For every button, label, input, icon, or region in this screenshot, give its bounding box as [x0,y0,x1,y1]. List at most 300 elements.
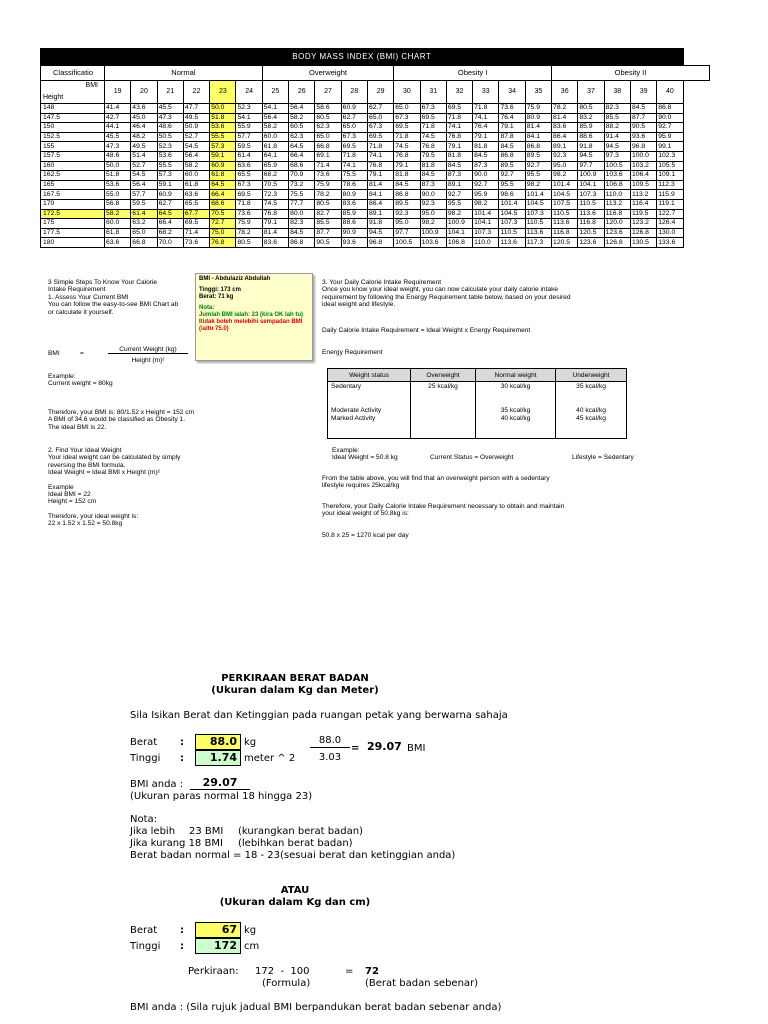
weight-cell[interactable]: 78.6 [341,180,367,190]
weight-cell[interactable]: 110.5 [499,228,525,238]
weight-cell[interactable]: 96.8 [630,142,656,152]
weight-cell[interactable]: 53.6 [105,180,131,190]
weight-cell[interactable]: 94.5 [578,151,604,161]
weight-cell[interactable]: 56.8 [105,199,131,209]
weight-cell[interactable]: 76.8 [210,238,236,248]
weight-cell[interactable]: 50.9 [183,123,209,133]
weight-cell[interactable]: 72.3 [262,190,288,200]
weight-cell[interactable]: 48.2 [131,132,157,142]
weight-cell[interactable]: 87.7 [315,228,341,238]
weight-cell[interactable]: 100.9 [578,171,604,181]
weight-cell[interactable]: 109.1 [657,171,683,181]
weight-cell[interactable]: 86.4 [367,199,393,209]
weight-cell[interactable]: 60.0 [183,171,209,181]
weight-cell[interactable]: 92.7 [446,190,472,200]
weight-cell[interactable]: 65.9 [262,161,288,171]
weight-cell[interactable]: 104.5 [552,190,578,200]
weight-cell[interactable]: 88.6 [578,132,604,142]
weight-cell[interactable]: 54.5 [131,171,157,181]
weight-cell[interactable]: 64.5 [210,180,236,190]
weight-cell[interactable]: 65.0 [315,132,341,142]
weight-cell[interactable]: 78.2 [552,104,578,114]
weight-cell[interactable]: 130.5 [630,238,656,248]
weight-cell[interactable]: 84.5 [394,180,420,190]
weight-cell[interactable]: 104.5 [525,199,551,209]
weight-cell[interactable]: 73.6 [236,209,262,219]
weight-cell[interactable]: 100.5 [394,238,420,248]
weight-cell[interactable]: 43.6 [131,104,157,114]
weight-cell[interactable]: 92.3 [552,151,578,161]
weight-cell[interactable]: 82.7 [315,209,341,219]
weight-cell[interactable]: 95.9 [473,190,499,200]
weight-cell[interactable]: 85.9 [578,123,604,133]
weight-cell[interactable]: 104.1 [446,228,472,238]
weight-cell[interactable]: 92.7 [473,180,499,190]
weight-cell[interactable]: 66.8 [315,142,341,152]
weight-cell[interactable]: 62.3 [289,132,315,142]
weight-cell[interactable]: 90.0 [657,113,683,123]
weight-cell[interactable]: 116.4 [630,199,656,209]
weight-cell[interactable]: 77.7 [289,199,315,209]
weight-cell[interactable]: 119.1 [657,199,683,209]
weight-cell[interactable]: 113.2 [630,190,656,200]
weight-cell[interactable]: 103.2 [630,161,656,171]
weight-cell[interactable]: 89.1 [446,180,472,190]
weight-cell[interactable]: 55.9 [236,123,262,133]
weight-cell[interactable]: 66.8 [131,238,157,248]
weight-cell[interactable]: 106.8 [446,238,472,248]
weight-cell[interactable]: 56.4 [289,104,315,114]
weight-cell[interactable]: 63.6 [236,161,262,171]
weight-cell[interactable]: 45.5 [157,104,183,114]
weight-cell[interactable]: 69.1 [315,151,341,161]
weight-cell[interactable]: 62.7 [157,199,183,209]
weight-cell[interactable]: 84.1 [367,190,393,200]
weight-cell[interactable]: 86.8 [394,190,420,200]
weight-cell[interactable]: 86.8 [525,142,551,152]
weight-cell[interactable]: 97.7 [578,161,604,171]
weight-cell[interactable]: 81.8 [394,171,420,181]
weight-cell[interactable]: 62.7 [341,113,367,123]
weight-cell[interactable]: 113.6 [499,238,525,248]
weight-cell[interactable]: 123.2 [630,219,656,229]
weight-cell[interactable]: 95.5 [525,171,551,181]
weight-cell[interactable]: 62.7 [367,104,393,114]
weight-cell[interactable]: 80.5 [578,104,604,114]
weight-cell[interactable]: 89.5 [394,199,420,209]
weight-cell[interactable]: 89.5 [499,161,525,171]
weight-cell[interactable]: 54.1 [262,104,288,114]
weight-cell[interactable]: 72.7 [210,219,236,229]
weight-cell[interactable]: 113.6 [525,228,551,238]
weight-cell[interactable]: 58.2 [183,161,209,171]
weight-cell[interactable]: 84.5 [289,228,315,238]
weight-cell[interactable]: 60.0 [262,132,288,142]
weight-cell[interactable]: 79.1 [367,171,393,181]
weight-cell[interactable]: 65.0 [367,113,393,123]
weight-cell[interactable]: 61.8 [210,171,236,181]
weight-cell[interactable]: 110.0 [604,190,630,200]
weight-cell[interactable]: 69.5 [446,104,472,114]
weight-cell[interactable]: 112.3 [657,180,683,190]
weight-cell[interactable]: 107.3 [525,209,551,219]
weight-cell[interactable]: 51.8 [210,113,236,123]
weight-cell[interactable]: 91.4 [604,132,630,142]
weight-cell[interactable]: 65.0 [394,104,420,114]
weight-cell[interactable]: 98.2 [420,219,446,229]
weight-cell[interactable]: 133.6 [657,238,683,248]
weight-cell[interactable]: 104.5 [499,209,525,219]
weight-cell[interactable]: 76.8 [394,151,420,161]
weight-cell[interactable]: 54.5 [183,142,209,152]
weight-cell[interactable]: 123.6 [578,238,604,248]
weight-cell[interactable]: 60.9 [157,190,183,200]
weight-cell[interactable]: 47.3 [157,113,183,123]
weight-cell[interactable]: 74.5 [394,142,420,152]
weight-cell[interactable]: 60.9 [210,161,236,171]
weight-cell[interactable]: 103.6 [604,171,630,181]
weight-cell[interactable]: 94.5 [604,142,630,152]
weight-cell[interactable]: 84.5 [630,104,656,114]
weight-cell[interactable]: 88.2 [604,123,630,133]
weight-cell[interactable]: 67.3 [341,132,367,142]
weight-cell[interactable]: 71.8 [473,104,499,114]
weight-cell[interactable]: 61.8 [262,142,288,152]
weight-cell[interactable]: 60.5 [289,123,315,133]
weight-cell[interactable]: 113.6 [552,219,578,229]
weight-cell[interactable]: 59.1 [157,180,183,190]
weight-cell[interactable]: 69.5 [367,132,393,142]
weight-cell[interactable]: 103.6 [420,238,446,248]
weight-cell[interactable]: 44.1 [105,123,131,133]
weight-cell[interactable]: 90.5 [315,238,341,248]
weight-cell[interactable]: 98.2 [446,209,472,219]
weight-cell[interactable]: 48.6 [105,151,131,161]
weight-cell[interactable]: 75.9 [315,180,341,190]
weight-cell[interactable]: 93.6 [630,132,656,142]
tinggi-input[interactable]: 1.74 [195,750,241,766]
weight-cell[interactable]: 90.0 [420,190,446,200]
weight-cell[interactable]: 81.8 [446,151,472,161]
berat2-input[interactable]: 67 [195,922,241,938]
weight-cell[interactable]: 119.5 [630,209,656,219]
weight-cell[interactable]: 95.9 [657,132,683,142]
weight-cell[interactable]: 63.2 [131,219,157,229]
weight-cell[interactable]: 69.5 [236,190,262,200]
weight-cell[interactable]: 101.4 [499,199,525,209]
weight-cell[interactable]: 113.6 [578,209,604,219]
weight-cell[interactable]: 90.0 [473,171,499,181]
weight-cell[interactable]: 69.5 [183,219,209,229]
weight-cell[interactable]: 62.3 [315,123,341,133]
weight-cell[interactable]: 98.2 [473,199,499,209]
weight-cell[interactable]: 63.6 [183,190,209,200]
weight-cell[interactable]: 110.5 [552,209,578,219]
weight-cell[interactable]: 74.1 [473,113,499,123]
weight-cell[interactable]: 70.0 [157,238,183,248]
weight-cell[interactable]: 78.2 [315,190,341,200]
weight-cell[interactable]: 89.1 [552,142,578,152]
weight-cell[interactable]: 92.3 [394,209,420,219]
weight-cell[interactable]: 57.7 [236,132,262,142]
weight-cell[interactable]: 80.0 [289,209,315,219]
weight-cell[interactable]: 69.5 [420,113,446,123]
weight-cell[interactable]: 76.8 [446,132,472,142]
weight-cell[interactable]: 55.0 [105,190,131,200]
weight-cell[interactable]: 57.3 [210,142,236,152]
weight-cell[interactable]: 87.7 [630,113,656,123]
weight-cell[interactable]: 120.5 [578,228,604,238]
weight-cell[interactable]: 104.1 [578,180,604,190]
weight-cell[interactable]: 65.5 [236,171,262,181]
weight-cell[interactable]: 117.3 [525,238,551,248]
weight-cell[interactable]: 101.4 [552,180,578,190]
weight-cell[interactable]: 66.4 [210,190,236,200]
weight-cell[interactable]: 83.6 [262,238,288,248]
weight-cell[interactable]: 76.4 [473,123,499,133]
weight-cell[interactable]: 58.6 [315,104,341,114]
weight-cell[interactable]: 45.0 [131,113,157,123]
weight-cell[interactable]: 79.1 [446,142,472,152]
weight-cell[interactable]: 120.0 [604,219,630,229]
weight-cell[interactable]: 65.0 [131,228,157,238]
weight-cell[interactable]: 79.1 [499,123,525,133]
weight-cell[interactable]: 71.8 [420,123,446,133]
weight-cell[interactable]: 97.7 [394,228,420,238]
weight-cell[interactable]: 65.0 [341,123,367,133]
weight-cell[interactable]: 60.9 [341,104,367,114]
weight-cell[interactable]: 41.4 [105,104,131,114]
weight-cell[interactable]: 110.5 [578,199,604,209]
weight-cell[interactable]: 76.4 [499,113,525,123]
weight-cell[interactable]: 98.2 [525,180,551,190]
weight-cell[interactable]: 67.7 [183,209,209,219]
weight-cell[interactable]: 107.3 [473,228,499,238]
weight-cell[interactable]: 116.8 [578,219,604,229]
weight-cell[interactable]: 42.7 [105,113,131,123]
weight-cell[interactable]: 70.5 [210,209,236,219]
weight-cell[interactable]: 54.1 [236,113,262,123]
weight-cell[interactable]: 75.5 [289,190,315,200]
weight-cell[interactable]: 91.8 [367,219,393,229]
weight-cell[interactable]: 74.1 [341,161,367,171]
weight-cell[interactable]: 64.5 [289,142,315,152]
weight-cell[interactable]: 76.8 [420,142,446,152]
weight-cell[interactable]: 87.3 [446,171,472,181]
weight-cell[interactable]: 71.8 [446,113,472,123]
weight-cell[interactable]: 56.4 [183,151,209,161]
weight-cell[interactable]: 49.5 [131,142,157,152]
weight-cell[interactable]: 50.0 [210,104,236,114]
weight-cell[interactable]: 55.5 [157,161,183,171]
weight-cell[interactable]: 58.2 [262,123,288,133]
weight-cell[interactable]: 56.4 [131,180,157,190]
weight-cell[interactable]: 53.6 [157,151,183,161]
weight-cell[interactable]: 81.4 [525,123,551,133]
weight-cell[interactable]: 58.2 [289,113,315,123]
weight-cell[interactable]: 60.5 [315,113,341,123]
weight-cell[interactable]: 116.8 [552,228,578,238]
weight-cell[interactable]: 96.8 [367,238,393,248]
weight-cell[interactable]: 89.1 [367,209,393,219]
weight-cell[interactable]: 82.3 [604,104,630,114]
weight-cell[interactable]: 66.4 [289,151,315,161]
weight-cell[interactable]: 46.4 [131,123,157,133]
weight-cell[interactable]: 97.3 [604,151,630,161]
weight-cell[interactable]: 100.5 [604,161,630,171]
weight-cell[interactable]: 57.7 [131,190,157,200]
weight-cell[interactable]: 59.5 [131,199,157,209]
weight-cell[interactable]: 52.3 [236,104,262,114]
weight-cell[interactable]: 126.4 [657,219,683,229]
weight-cell[interactable]: 47.7 [183,104,209,114]
weight-cell[interactable]: 75.9 [236,219,262,229]
weight-cell[interactable]: 84.5 [473,151,499,161]
weight-cell[interactable]: 70.9 [289,171,315,181]
weight-cell[interactable]: 107.5 [552,199,578,209]
weight-cell[interactable]: 67.3 [394,113,420,123]
weight-cell[interactable]: 86.4 [552,132,578,142]
weight-cell[interactable]: 107.3 [499,219,525,229]
weight-cell[interactable]: 95.0 [420,209,446,219]
weight-cell[interactable]: 75.5 [341,171,367,181]
weight-cell[interactable]: 130.0 [657,228,683,238]
weight-cell[interactable]: 45.5 [105,132,131,142]
weight-cell[interactable]: 59.1 [210,151,236,161]
weight-cell[interactable]: 76.8 [262,209,288,219]
weight-cell[interactable]: 98.2 [552,171,578,181]
weight-cell[interactable]: 95.5 [499,180,525,190]
weight-cell[interactable]: 109.5 [630,180,656,190]
weight-cell[interactable]: 49.5 [183,113,209,123]
weight-cell[interactable]: 100.9 [446,219,472,229]
weight-cell[interactable]: 126.8 [630,228,656,238]
weight-cell[interactable]: 71.8 [236,199,262,209]
weight-cell[interactable]: 80.9 [525,113,551,123]
weight-cell[interactable]: 52.7 [131,161,157,171]
weight-cell[interactable]: 92.7 [499,171,525,181]
weight-cell[interactable]: 74.5 [262,199,288,209]
weight-cell[interactable]: 105.5 [657,161,683,171]
weight-cell[interactable]: 92.7 [657,123,683,133]
weight-cell[interactable]: 81.8 [420,161,446,171]
weight-cell[interactable]: 90.9 [341,228,367,238]
weight-cell[interactable]: 85.5 [604,113,630,123]
weight-cell[interactable]: 69.5 [341,142,367,152]
weight-cell[interactable]: 61.4 [236,151,262,161]
weight-cell[interactable]: 123.6 [604,228,630,238]
cell-comment[interactable] [195,273,313,361]
weight-cell[interactable]: 90.5 [630,123,656,133]
weight-cell[interactable]: 74.1 [367,151,393,161]
weight-cell[interactable]: 95.0 [394,219,420,229]
weight-cell[interactable]: 100.9 [420,228,446,238]
weight-cell[interactable]: 120.5 [552,238,578,248]
weight-cell[interactable]: 67.3 [236,180,262,190]
weight-cell[interactable]: 74.5 [420,132,446,142]
weight-cell[interactable]: 104.1 [473,219,499,229]
weight-cell[interactable]: 65.5 [183,199,209,209]
weight-cell[interactable]: 71.4 [315,161,341,171]
weight-cell[interactable]: 84.5 [499,142,525,152]
weight-cell[interactable]: 100.0 [630,151,656,161]
weight-cell[interactable]: 95.0 [552,161,578,171]
weight-cell[interactable]: 84.1 [525,132,551,142]
weight-cell[interactable]: 56.4 [262,113,288,123]
weight-cell[interactable]: 116.8 [604,209,630,219]
weight-cell[interactable]: 52.7 [183,132,209,142]
weight-cell[interactable]: 73.6 [499,104,525,114]
weight-cell[interactable]: 68.2 [262,171,288,181]
weight-cell[interactable]: 48.6 [157,123,183,133]
weight-cell[interactable]: 81.8 [473,142,499,152]
weight-cell[interactable]: 101.4 [525,190,551,200]
weight-cell[interactable]: 71.8 [394,132,420,142]
weight-cell[interactable]: 51.8 [105,171,131,181]
weight-cell[interactable]: 60.0 [105,219,131,229]
weight-cell[interactable]: 63.6 [105,238,131,248]
weight-cell[interactable]: 79.1 [394,161,420,171]
weight-cell[interactable]: 87.3 [420,180,446,190]
weight-cell[interactable]: 80.9 [341,190,367,200]
weight-cell[interactable]: 95.5 [446,199,472,209]
weight-cell[interactable]: 52.3 [157,142,183,152]
weight-cell[interactable]: 83.6 [552,123,578,133]
weight-cell[interactable]: 106.8 [604,180,630,190]
weight-cell[interactable]: 93.6 [341,238,367,248]
weight-cell[interactable]: 91.8 [578,142,604,152]
weight-cell[interactable]: 88.6 [341,219,367,229]
weight-cell[interactable]: 83.6 [341,199,367,209]
weight-cell[interactable]: 66.4 [157,219,183,229]
weight-cell[interactable]: 79.1 [473,132,499,142]
weight-cell[interactable]: 73.6 [183,238,209,248]
weight-cell[interactable]: 122.7 [657,209,683,219]
weight-cell[interactable]: 68.2 [157,228,183,238]
weight-cell[interactable]: 67.3 [367,123,393,133]
weight-cell[interactable]: 53.6 [210,123,236,133]
weight-cell[interactable]: 50.5 [157,132,183,142]
weight-cell[interactable]: 92.3 [420,199,446,209]
weight-cell[interactable]: 61.4 [131,209,157,219]
weight-cell[interactable]: 75.0 [210,228,236,238]
weight-cell[interactable]: 82.3 [289,219,315,229]
weight-cell[interactable]: 64.5 [157,209,183,219]
weight-cell[interactable]: 126.8 [604,238,630,248]
weight-cell[interactable]: 87.8 [499,132,525,142]
weight-cell[interactable]: 102.3 [657,151,683,161]
weight-cell[interactable]: 50.0 [105,161,131,171]
weight-cell[interactable]: 79.5 [420,151,446,161]
weight-cell[interactable]: 110.5 [525,219,551,229]
weight-cell[interactable]: 47.3 [105,142,131,152]
weight-cell[interactable]: 78.2 [236,228,262,238]
weight-cell[interactable]: 85.9 [341,209,367,219]
weight-cell[interactable]: 115.9 [657,190,683,200]
weight-cell[interactable]: 74.1 [446,123,472,133]
weight-cell[interactable]: 58.2 [105,209,131,219]
weight-cell[interactable]: 92.7 [525,161,551,171]
weight-cell[interactable]: 89.5 [525,151,551,161]
weight-cell[interactable]: 81.4 [367,180,393,190]
weight-cell[interactable]: 71.8 [367,142,393,152]
weight-cell[interactable]: 67.3 [420,104,446,114]
weight-cell[interactable]: 80.5 [236,238,262,248]
weight-cell[interactable]: 69.5 [394,123,420,133]
weight-cell[interactable]: 110.0 [473,238,499,248]
weight-cell[interactable]: 64.1 [262,151,288,161]
weight-cell[interactable]: 106.4 [630,171,656,181]
